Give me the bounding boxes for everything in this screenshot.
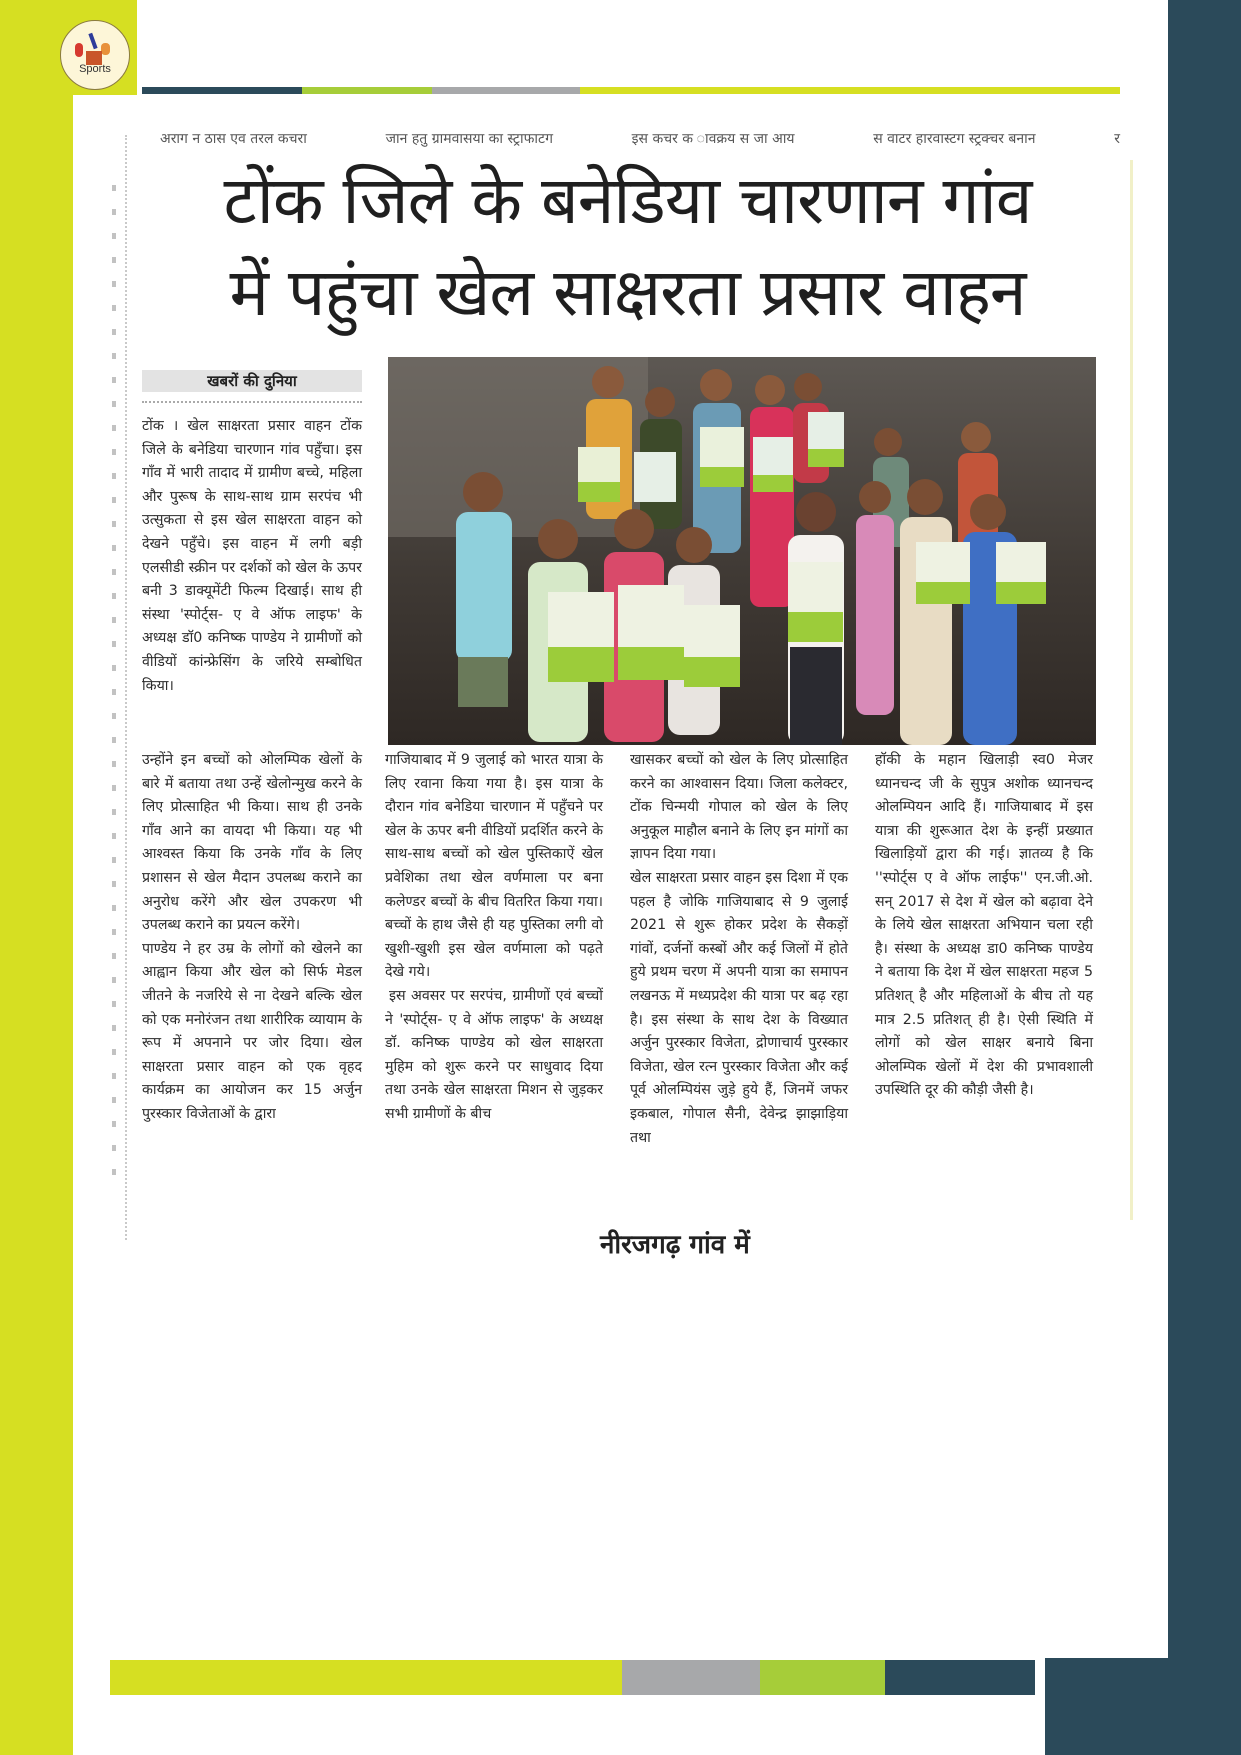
headline-line-1: टोंक जिले के बनेडिया चारणान गांव — [223, 162, 1032, 239]
bottom-color-stripe — [110, 1660, 1035, 1695]
cutoff-previous-article-line — [160, 129, 1120, 148]
article-column-4 — [875, 749, 1093, 1103]
cutoff-text: अराग न ठास एव तरल कचरा — [160, 131, 307, 147]
newspaper-clipping — [110, 125, 1135, 1260]
column-divider — [125, 135, 127, 1240]
sports-logo-icon — [60, 20, 130, 90]
logo-wordmark: Sports — [79, 63, 111, 75]
athlete-figure-icon — [101, 43, 110, 55]
cutoff-text: नीरजगढ़ गांव में — [600, 1230, 750, 1260]
headline-line-2: में पहुंचा खेल साक्षरता प्रसार वाहन — [229, 254, 1026, 331]
right-accent-band — [1168, 0, 1241, 1755]
article-paragraph: गाजियाबाद में 9 जुलाई को भारत यात्रा के लिए रवाना किया गया है। इस यात्रा के दौरान गांव बनेडिया चारणान में पहुँचने पर खेल के ऊपर बनी वीडियों प्रदर्शित करने के साथ-साथ बच्चों को खेल पुस्तिकाऐं खेल प्रवेशिका तथा खेल वर्णमाला पर बना कलेण्डर बच्चों के बीच वितरित किया गया। बच्चों के हाथ जैसे ही यह पुस्तिका लगी वो खुशी-खुशी इस खेल वर्णमाला को पढ़ते देखे गये। — [385, 752, 603, 981]
stripe-segment-green — [760, 1660, 885, 1695]
group-photo — [388, 357, 1096, 745]
article-paragraph: इस अवसर पर सरपंच, ग्रामीणों एवं बच्चों ने 'स्पोर्ट्स- ए वे ऑफ लाइफ' के अध्यक्ष डॉ. कनिष्क पाण्डेय को खेल साक्षरता मुहिम को शुरू करने पर साधुवाद दिया तथा उनके खेल साक्षरता मिशन से जुड़कर सभी ग्रामीणों के बीच — [385, 987, 603, 1122]
clipping-edge — [1130, 160, 1133, 1220]
athlete-figure-icon — [88, 33, 97, 49]
article-paragraph: खेल साक्षरता प्रसार वाहन इस दिशा में एक पहल है जोकि गाजियाबाद से 9 जुलाई 2021 से शुरू होकर प्रदेश के सैकड़ों गांवों, दर्जनों कस्बों और कई जिलों में होते हुये प्रथम चरण में अपनी यात्रा का समापन लखनऊ में मध्यप्रदेश की यात्रा पर बढ़ रहा है। इस संस्था के साथ देश के विख्यात अर्जुन पुरस्कार विजेता, द्रोणाचार्य पुरस्कार विजेता, खेल रत्न पुरस्कार विजेता और कई पूर्व ओलम्पियंस जुड़े हुये हैं, जिनमें जफर इकबाल, गोपाल सैनी, देवेन्द्र झाझाड़िया तथा — [630, 869, 848, 1146]
article-column-3 — [630, 749, 848, 1150]
athlete-figure-icon — [75, 43, 83, 57]
article-column-1-top — [142, 415, 362, 698]
article-paragraph: हॉकी के महान खिलाड़ी स्व0 मेजर ध्यानचन्द जी के सुपुत्र अशोक ध्यानचन्द ओलम्पियन आदि हैं। गाजियाबाद में इस यात्रा की शुरूआत देश के इन्हीं प्रख्यात खिलाड़ियों द्वारा की गई। ज्ञातव्य है कि ''स्पोर्ट्स ए वे ऑफ लाईफ'' एन.जी.ओ. सन् 2017 से देश में खेल को बढ़ावा देने के लिये खेल साक्षरता अभियान चला रही है। संस्था के अध्यक्ष डा0 कनिष्क पाण्डेय ने बताया कि देश में खेल साक्षरता महज 5 प्रतिशत् है और महिलाओं के बीच तो यह मात्र 2.5 प्रतिशत् ही है। ऐसी स्थिति में लोगों को खेल साक्षर बनाये बिना ओलम्पिक खेलों में देश की प्रभावशाली उपस्थिति दूर की कौड़ी जैसी है। — [875, 752, 1093, 1099]
cutoff-text: इस कचर क ावक्रय स जा आय — [631, 131, 795, 147]
article-paragraph: टोंक । खेल साक्षरता प्रसार वाहन टोंक जिले के बनेडिया चारणान गांव पहुँचा। इस गाँव में भारी तादाद में ग्रामीण बच्चे, महिला और पुरूष के साथ-साथ ग्राम सरपंच भी उत्सुकता से इस खेल साक्षरता वाहन को देखने पहुँचे। इस वाहन में लगी बड़ी एलसीडी स्क्रीन पर दर्शकों को खेल के ऊपर बनी 3 डाक्यूमेंटी फिल्म दिखाई। साथ ही संस्था 'स्पोर्ट्स- ए वे ऑफ लाइफ' के अध्यक्ष डॉ0 कनिष्क पाण्डेय ने ग्रामीणों को वीडियों कांन्फ्रेसिंग के जरिये सम्बोधित किया। — [142, 418, 362, 694]
bottom-right-corner-block — [1045, 1658, 1241, 1755]
left-accent-band — [0, 0, 73, 1755]
section-divider — [142, 401, 362, 403]
article-paragraph: पाण्डेय ने हर उम्र के लोगों को खेलने का आह्वान किया और खेल को सिर्फ मेडल जीतने के नजरिये से ना देखने बल्कि खेल को एक मनोरंजन तथा शारीरिक व्यायाम के रूप में अपनाने पर जोर दिया। खेल साक्षरता प्रसार वाहन को एक वृहद कार्यक्रम का आयोजन कर 15 अर्जुन पुरस्कार विजेताओं के द्वारा — [142, 940, 362, 1122]
stripe-segment-gray — [622, 1660, 760, 1695]
group-photo-children-with-books-icon — [388, 357, 1096, 745]
article-column-2 — [385, 749, 603, 1127]
stripe-segment-lime — [580, 87, 1120, 94]
article-paragraph: खासकर बच्चों को खेल के लिए प्रोत्साहित करने का आश्वासन दिया। जिला कलेक्टर, टोंक चिन्मयी गोपाल को खेल के लिए अनुकूल माहौल बनाने के लिए इन मांगों का ज्ञापन दिया गया। — [630, 752, 848, 863]
margin-text-fragments — [112, 185, 116, 1185]
stripe-segment-slate — [885, 1660, 1035, 1695]
article-paragraph: उन्होंने इन बच्चों को ओलम्पिक खेलों के बारे में बताया तथा उन्हें खेलोन्मुख करने के लिए प्रोत्साहित भी किया। साथ ही उनके गाँव आने का वायदा भी किया। यह भी आश्वस्त किया कि उनके गाँव के लिए प्रशासन से खेल मैदान उपलब्ध कराने का अनुरोध करेंगे और खेल उपकरण भी उपलब्ध कराने का प्रयत्न करेंगे। — [142, 752, 362, 934]
article-column-1 — [142, 749, 362, 1127]
stripe-segment-slate — [142, 87, 302, 94]
cutoff-next-article-headline — [150, 1223, 1110, 1260]
stripe-segment-gray — [432, 87, 580, 94]
headline — [140, 155, 1115, 339]
stripe-segment-green — [302, 87, 432, 94]
cutoff-text: जान हतु ग्रामवासया का स्ट्राफाटग — [385, 131, 553, 147]
stripe-segment-lime — [110, 1660, 622, 1695]
cutoff-text: र — [1114, 131, 1120, 147]
section-label: खबरों की दुनिया — [142, 370, 362, 392]
cutoff-text: स वाटर हारवास्टग स्ट्रक्चर बनान — [873, 131, 1036, 147]
top-color-stripe — [142, 87, 1120, 94]
